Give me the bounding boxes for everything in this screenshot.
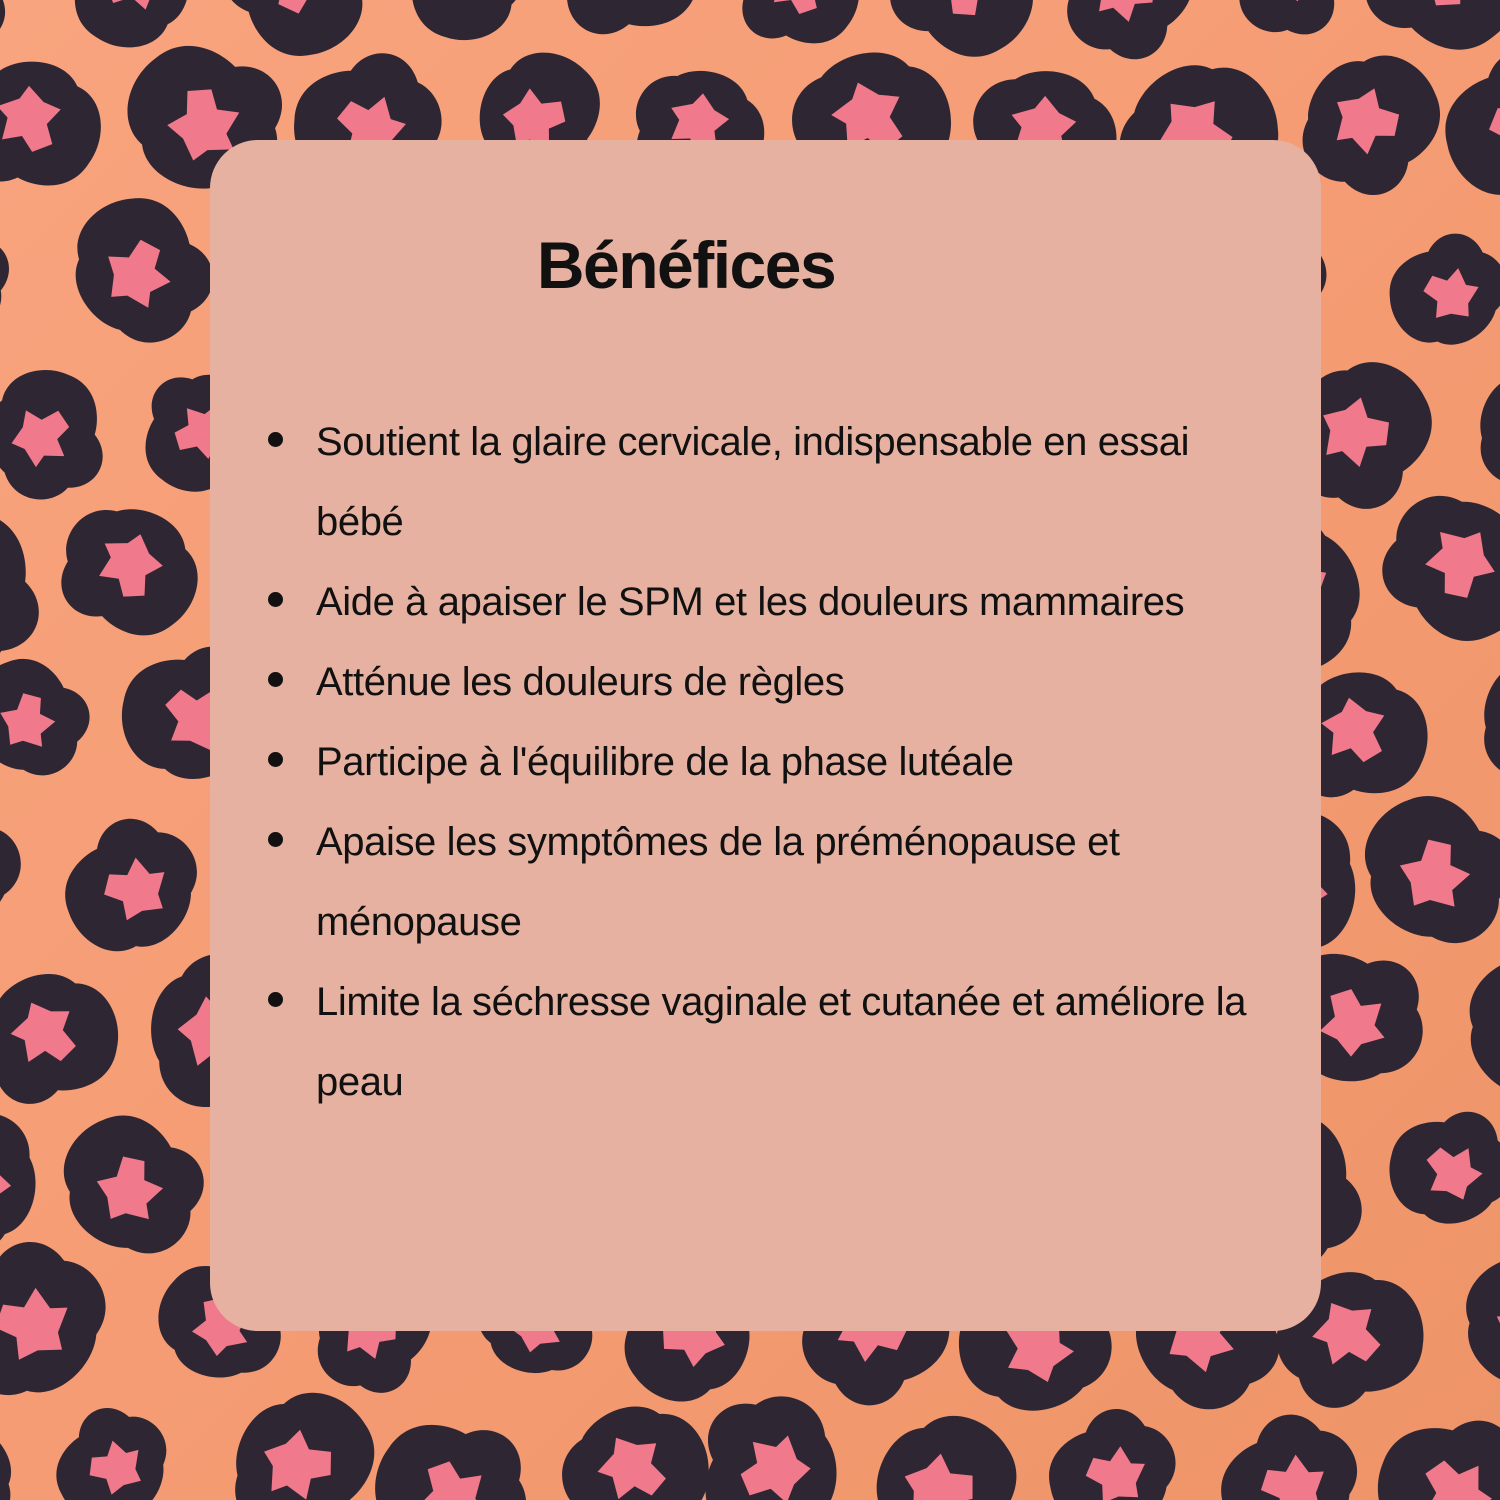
leopard-spot — [0, 954, 135, 1118]
leopard-spot — [1436, 1235, 1500, 1418]
leopard-spot — [1461, 348, 1500, 505]
benefit-text: Limite la séchresse vaginale et cutanée et améliore la peau — [316, 980, 1247, 1104]
leopard-spot — [370, 1421, 531, 1500]
leopard-spot — [1437, 933, 1500, 1132]
benefits-list — [268, 402, 1268, 1122]
benefit-text: Aide à apaiser le SPM et les douleurs mammaires — [316, 580, 1185, 624]
leopard-spot — [74, 0, 190, 48]
leopard-spot — [0, 1393, 38, 1500]
benefit-text: Atténue les douleurs de règles — [316, 660, 845, 704]
leopard-spot — [0, 0, 15, 68]
leopard-spot — [733, 0, 863, 47]
benefit-item — [268, 402, 1268, 562]
benefit-item — [268, 722, 1268, 802]
leopard-spot — [0, 58, 104, 188]
leopard-spot — [0, 362, 110, 508]
bullet-icon — [268, 592, 283, 607]
leopard-spot — [45, 799, 222, 979]
leopard-spot — [1462, 631, 1500, 801]
benefit-item — [268, 802, 1268, 962]
leopard-spot — [1367, 1411, 1500, 1500]
leopard-spot — [44, 488, 217, 650]
bullet-icon — [268, 992, 283, 1007]
leopard-spot — [851, 1393, 1035, 1500]
leopard-spot — [1371, 218, 1500, 369]
leopard-spot — [1335, 773, 1500, 970]
leopard-spot — [705, 1395, 838, 1500]
bullet-icon — [268, 432, 283, 447]
leopard-spot — [0, 791, 38, 947]
benefit-text: Apaise les symptômes de la préménopause et ménopause — [316, 820, 1120, 944]
benefit-item — [268, 962, 1268, 1122]
benefit-item — [268, 642, 1268, 722]
benefit-item — [268, 562, 1268, 642]
leopard-spot — [543, 1382, 729, 1500]
leopard-spot — [1377, 1101, 1500, 1239]
leopard-spot — [0, 1219, 134, 1429]
leopard-spot — [210, 1369, 393, 1500]
leopard-spot — [1199, 1394, 1381, 1500]
leopard-spot — [542, 0, 712, 44]
card-title: Bénéfices — [536, 228, 836, 302]
bullet-icon — [268, 672, 283, 687]
bullet-icon — [268, 832, 283, 847]
leopard-spot — [392, 0, 538, 52]
leopard-spot — [40, 1392, 186, 1500]
leopard-spot — [0, 1102, 47, 1264]
leopard-spot — [0, 494, 53, 686]
benefit-text: Participe à l'équilibre de la phase lutéale — [316, 740, 1014, 784]
leopard-spot — [1345, 0, 1500, 67]
leopard-spot — [1221, 0, 1359, 48]
leopard-spot — [36, 1094, 225, 1279]
bullet-icon — [268, 752, 283, 767]
benefit-text: Soutient la glaire cervicale, indispensable en essai bébé — [316, 420, 1190, 544]
leopard-spot — [0, 641, 107, 797]
